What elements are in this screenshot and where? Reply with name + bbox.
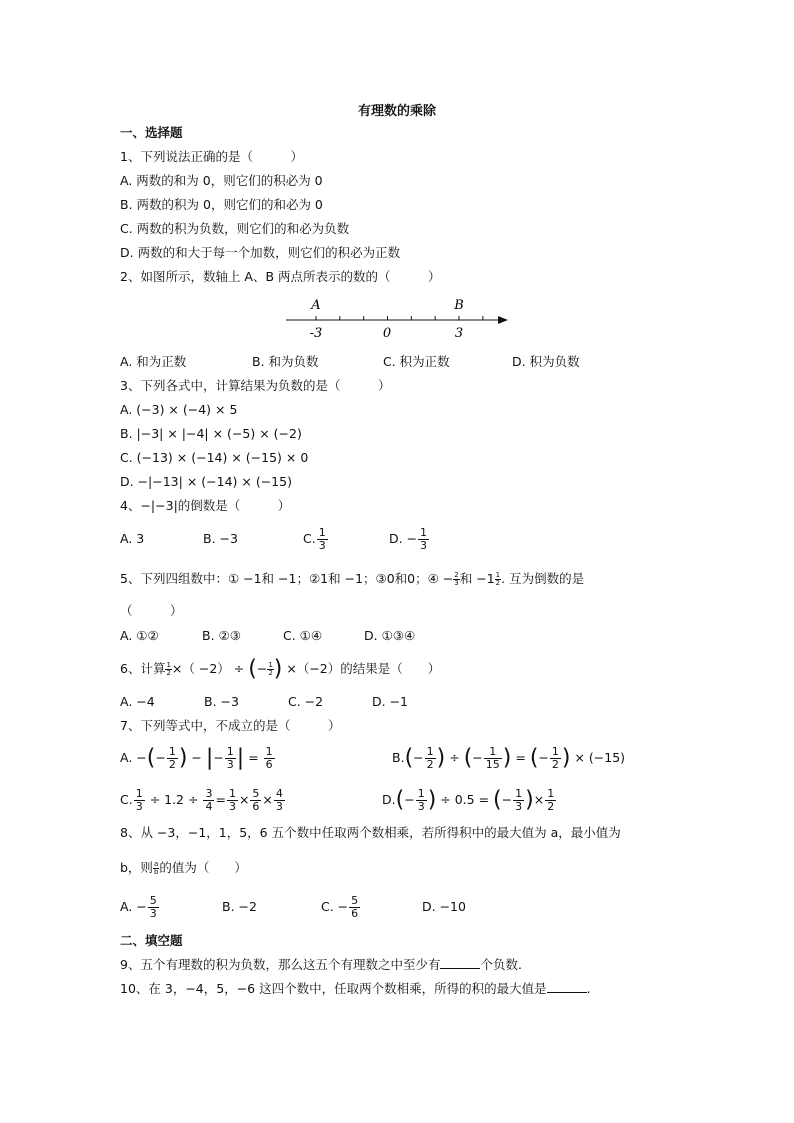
q6-stem-part4: ×（−2）的结果是（ ） (286, 661, 441, 676)
q8-option-c (321, 890, 361, 924)
fraction: $\frac{1}{6}$ (265, 745, 273, 771)
paren-open: ( (404, 745, 414, 771)
q6-stem-part1: 6、计算 (120, 661, 166, 676)
q5-option-c: C. ①④ (283, 628, 323, 643)
fraction: $\frac{1}{15}$ (485, 745, 500, 771)
q10-stem (120, 981, 591, 997)
fraction: $\frac{1}{2}$ (551, 745, 559, 771)
q7-option-b: B.(− $\frac{1}{2}$ ) ÷ (− $\frac{1}{15}$ ) = (− $\frac{1}{2}$ ) × (−15) (392, 745, 626, 771)
fraction: $\frac{4}{3}$ (275, 787, 283, 813)
fraction: $\frac{1}{3}$ (420, 526, 428, 552)
fraction: $\frac{1}{3}$ (228, 787, 236, 813)
q5-stem-part3: . 互为倒数的是 (501, 571, 585, 586)
q6-option-c: C. −2 (288, 694, 324, 709)
abs-bar-close: | (236, 745, 245, 771)
q7-a-prefix: A. − (120, 750, 147, 765)
q4-stem: 4、−|−3|的倒数是（ ） (120, 498, 291, 513)
q4-option-a: A. 3 (120, 531, 145, 546)
paren-close: ) (502, 745, 512, 771)
paren-open: ( (493, 787, 502, 813)
paren-open: ( (529, 745, 539, 771)
q1-option-d: D. 两数的和大于每一个加数，则它们的积必为正数 (120, 245, 401, 260)
q2-number-line (280, 295, 520, 343)
q1-option-b: B. 两数的积为 0，则它们的和必为 0 (120, 197, 323, 212)
page-title: 有理数的乘除 (357, 104, 436, 119)
section-choice-heading: 一、选择题 (120, 125, 183, 140)
q2-option-d: D. 积为负数 (512, 354, 580, 369)
q4-option-c (303, 522, 329, 556)
paren-close: ) (273, 656, 283, 682)
q7-b-prefix: B. (392, 750, 405, 765)
q8-a-prefix: A. − (120, 899, 147, 914)
paren-open: ( (463, 745, 473, 771)
fraction: $\frac{2}{3}$ (454, 571, 459, 587)
fraction: $\frac{a}{b}$ (153, 860, 159, 876)
fraction: $\frac{1}{2}$ (168, 745, 176, 771)
q9-stem (120, 957, 522, 973)
fraction: $\frac{1}{3}$ (515, 787, 523, 813)
answer-blank[interactable] (547, 982, 587, 993)
q5-option-a: A. ①② (120, 628, 159, 643)
fraction: $\frac{1}{2}$ (268, 661, 273, 677)
fraction: $\frac{1}{2}$ (547, 787, 555, 813)
q3-option-a: A. (−3) × (−4) × 5 (120, 402, 238, 417)
q2-option-a: A. 和为正数 (120, 354, 187, 369)
fraction: $\frac{1}{2}$ (166, 661, 171, 677)
q4-c-prefix: C. (303, 531, 316, 546)
q7-d-prefix: D. (382, 792, 396, 807)
paren-open: ( (146, 745, 156, 771)
q5-answer-paren: （ ） (120, 603, 183, 618)
fraction: $\frac{1}{3}$ (318, 526, 326, 552)
q5-stem (120, 568, 584, 590)
tick-label-neg3: -3 (309, 326, 323, 341)
fraction: $\frac{1}{3}$ (135, 787, 143, 813)
q10-part2: . (586, 981, 591, 996)
fraction: $\frac{1}{3}$ (417, 787, 425, 813)
q6-stem-part2: ×（ −2） ÷ (171, 661, 245, 676)
q5-option-b: B. ②③ (202, 628, 241, 643)
q9-part1: 9、五个有理数的积为负数，那么这五个有理数之中至少有 (120, 957, 441, 972)
q1-stem: 1、下列说法正确的是（ ） (120, 149, 303, 164)
fraction: $\frac{1}{2}$ (495, 571, 501, 587)
q8-stem-line2 (120, 857, 247, 879)
q7-option-c: C. $\frac{1}{3}$ ÷ 1.2 ÷ $\frac{3}{4}$ = $\frac{1}{3}$ × $\frac{5}{6}$ × $\frac{4}{3}$ (120, 787, 283, 813)
q3-option-d: D. −|−13| × (−14) × (−15) (120, 474, 292, 489)
section-fill-heading: 二、填空题 (120, 933, 183, 948)
q8-option-d: D. −10 (422, 899, 466, 914)
q4-option-d (389, 522, 430, 556)
q7-option-d: D.(− $\frac{1}{3}$ ) ÷ 0.5 = (− $\frac{1}{3}$ )× $\frac{1}{2}$ (382, 787, 555, 813)
q8-option-a (120, 890, 160, 924)
q5-stem-part2: 和 −1 (459, 571, 495, 586)
fraction: $\frac{5}{6}$ (351, 894, 359, 920)
paren-open: ( (248, 656, 257, 682)
point-a-label: A (311, 298, 321, 313)
q3-stem: 3、下列各式中，计算结果为负数的是（ ） (120, 378, 391, 393)
q8-stem-part1: b，则 (120, 860, 153, 875)
fraction: $\frac{3}{4}$ (205, 787, 213, 813)
q6-stem (120, 657, 440, 681)
q8-stem-part2: 的值为（ ） (159, 860, 247, 875)
q2-option-c: C. 积为正数 (383, 354, 450, 369)
tick-label-3: 3 (454, 326, 464, 341)
paren-close: ) (525, 787, 534, 813)
tick-label-0: 0 (382, 326, 392, 341)
q5-stem-part1: 5、下列四组数中：① −1和 −1；②1和 −1；③0和0；④ − (120, 571, 454, 586)
paren-close: ) (561, 745, 571, 771)
q3-option-c: C. (−13) × (−14) × (−15) × 0 (120, 450, 309, 465)
q1-option-a: A. 两数的和为 0，则它们的积必为 0 (120, 173, 323, 188)
number-line-arrow-icon (498, 316, 508, 324)
q4-d-prefix: D. − (389, 531, 418, 546)
q7-c-prefix: C. (120, 792, 133, 807)
q7-option-a: A. −(− $\frac{1}{2}$ ) − |− $\frac{1}{3}$ | = $\frac{1}{6}$ (120, 745, 273, 771)
q4-option-b: B. −3 (203, 531, 238, 546)
q1-option-c: C. 两数的积为负数，则它们的和必为负数 (120, 221, 350, 236)
q3-option-b: B. |−3| × |−4| × (−5) × (−2) (120, 426, 302, 441)
q9-part2: 个负数. (480, 957, 522, 972)
answer-blank[interactable] (440, 958, 480, 969)
q2-stem: 2、如图所示，数轴上 A、B 两点所表示的数的（ ） (120, 269, 441, 284)
abs-bar-open: | (205, 745, 214, 771)
paren-close: ) (178, 745, 188, 771)
q6-stem-part3: − (256, 661, 268, 676)
fraction: $\frac{5}{3}$ (149, 894, 157, 920)
q10-part1: 10、在 3，−4，5，−6 这四个数中，任取两个数相乘，所得的积的最大值是 (120, 981, 547, 996)
fraction: $\frac{1}{3}$ (226, 745, 234, 771)
q5-option-d: D. ①③④ (364, 628, 416, 643)
q6-option-d: D. −1 (372, 694, 408, 709)
q6-option-a: A. −4 (120, 694, 155, 709)
fraction: $\frac{5}{6}$ (252, 787, 260, 813)
point-b-label: B (454, 298, 464, 313)
q7-stem: 7、下列等式中，不成立的是（ ） (120, 718, 341, 733)
paren-close: ) (436, 745, 446, 771)
paren-open: ( (395, 787, 405, 813)
number-line-ticks (316, 316, 483, 320)
fraction: $\frac{1}{2}$ (426, 745, 434, 771)
q8-c-prefix: C. − (321, 899, 349, 914)
q6-option-b: B. −3 (204, 694, 239, 709)
q2-option-b: B. 和为负数 (252, 354, 319, 369)
q8-stem-line1: 8、从 −3，−1，1，5，6 五个数中任取两个数相乘，若所得积中的最大值为 a，最小值为 (120, 825, 621, 840)
q8-option-b: B. −2 (222, 899, 257, 914)
paren-close: ) (427, 787, 437, 813)
